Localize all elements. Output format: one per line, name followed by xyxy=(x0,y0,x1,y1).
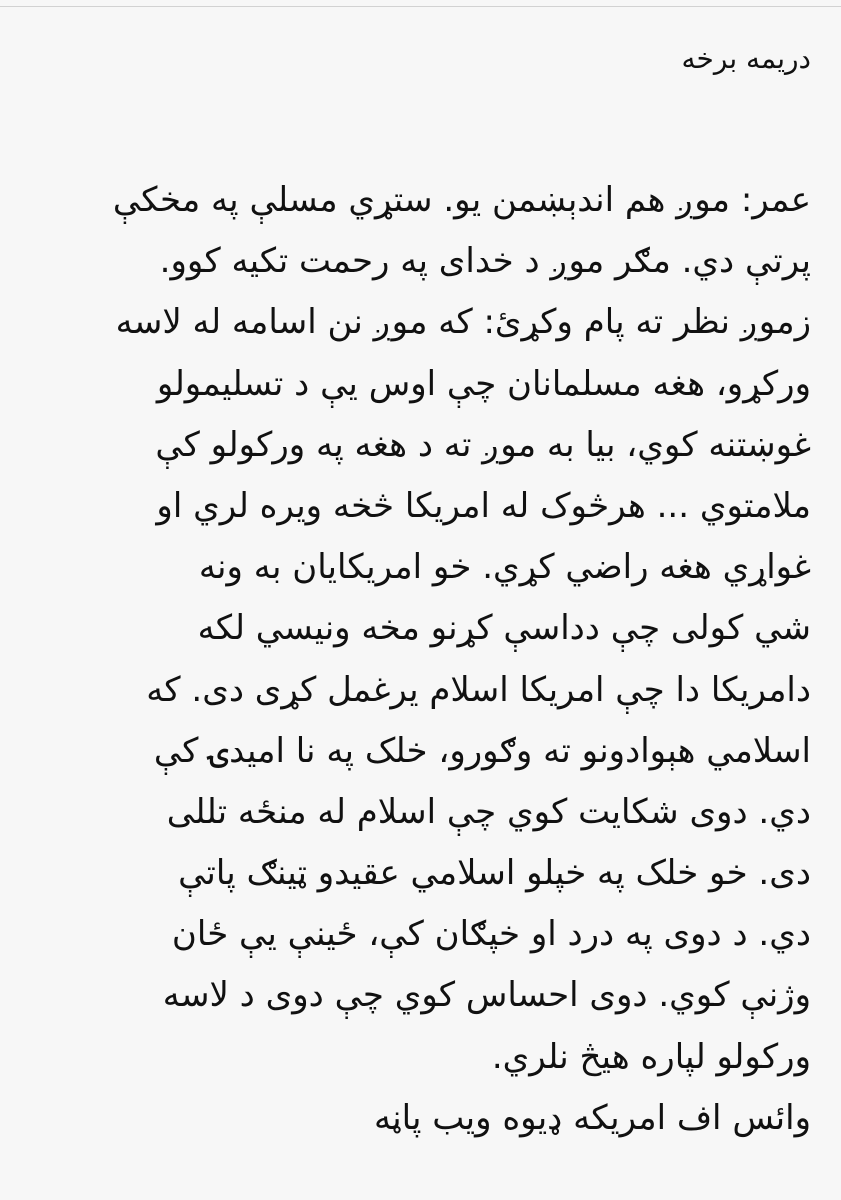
text-line: ملامتوي ... هرڅوک له امریکا څخه ویره لري او xyxy=(156,485,811,526)
text-line: دي. د دوی په درد او خپګان کې، ځینې یې ځان xyxy=(171,914,811,955)
top-divider xyxy=(0,6,841,7)
text-line: دي. دوی شکایت کوي چې اسلام له منځه تللی xyxy=(166,791,811,832)
text-line: غوښتنه کوي، بیا به موږ ته د هغه په ورکولو کې xyxy=(155,424,811,465)
heading-spacer xyxy=(30,90,811,170)
text-line: شي کولی چې دداسې کړنو مخه ونیسي لکه xyxy=(197,608,811,649)
text-line: زموږ نظر ته پام وکړئ: که موږ نن اسامه له لاسه xyxy=(115,302,811,343)
text-line: ورکولو لپاره هیڅ نلري. xyxy=(491,1036,811,1077)
text-line: دامریکا دا چې امریکا اسلام یرغمل کړی دی. که xyxy=(146,669,811,710)
document-page xyxy=(30,28,811,1149)
text-line: عمر: موږ هم اندېښمن یو. ستړي مسلې په مخکې xyxy=(112,180,811,220)
text-line: پرتې دي. مګر موږ د خدای په رحمت تکیه کوو. xyxy=(159,241,811,282)
text-line: اسلامي هېوادونو ته وګورو، خلک په نا امیدۍ کې xyxy=(153,730,811,771)
text-line: غواړي هغه راضي کړي. خو امریکایان به ونه xyxy=(198,547,811,588)
body-text xyxy=(30,170,811,1149)
section-heading: دریمه برخه xyxy=(681,42,811,75)
text-line: وژنې کوي. دوی احساس کوي چې دوی د لاسه xyxy=(162,975,811,1016)
source-line: وائس اف امریکه ډیوه ویب پاڼه xyxy=(373,1097,811,1138)
text-line: دی. خو خلک په خپلو اسلامي عقیدو ټینګ پاتې xyxy=(178,853,811,894)
text-line: ورکړو، هغه مسلمانان چې اوس یې د تسلیمولو xyxy=(156,363,811,404)
